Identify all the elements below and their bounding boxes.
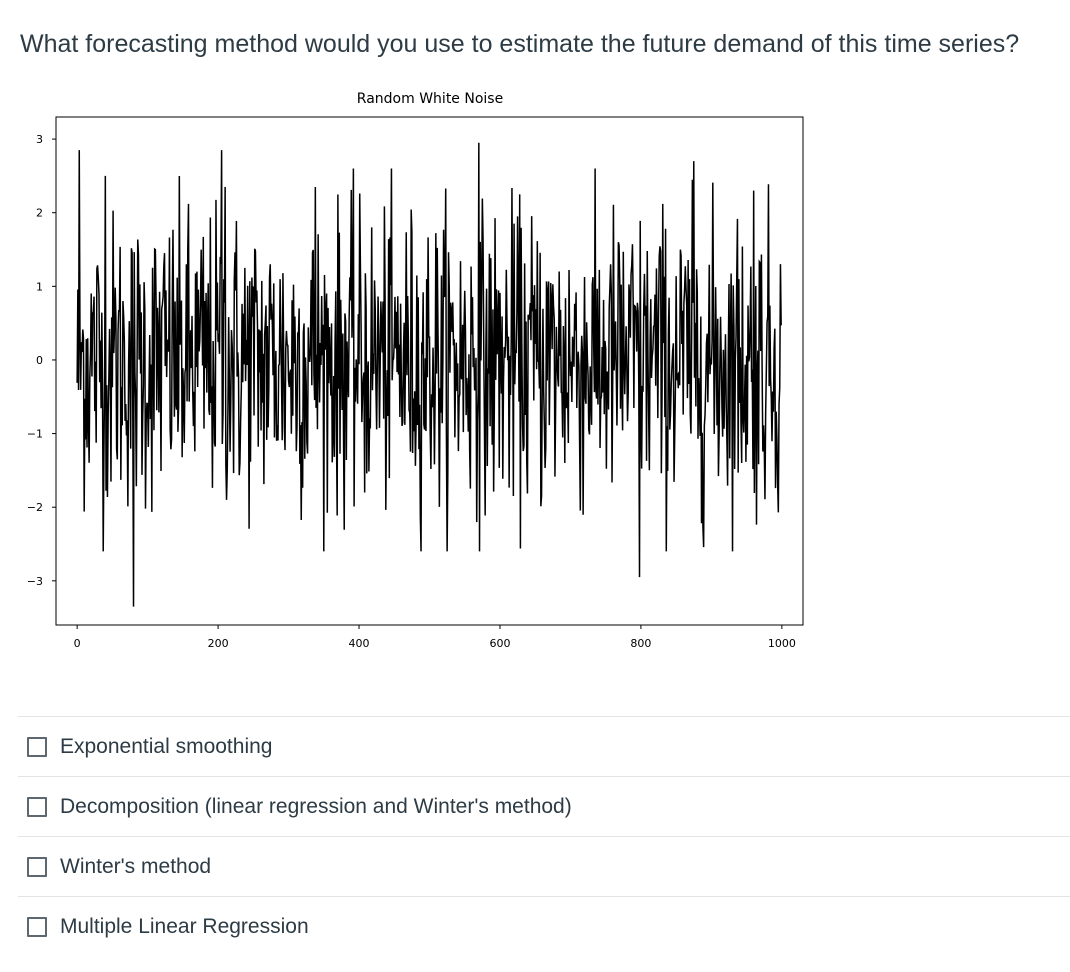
x-tick-label: 1000: [767, 637, 796, 650]
answer-label: Multiple Linear Regression: [60, 914, 309, 938]
y-tick-label: −2: [26, 501, 43, 515]
answer-label: Decomposition (linear regression and Winter's method): [60, 794, 572, 818]
checkbox-icon[interactable]: [27, 737, 47, 757]
answer-option-4[interactable]: [18, 897, 1070, 956]
answer-option-2[interactable]: [18, 777, 1070, 837]
x-tick-label: 400: [348, 637, 370, 650]
y-tick-label: 2: [36, 206, 43, 220]
chart-title: Random White Noise: [356, 91, 504, 107]
x-tick-label: 0: [73, 637, 81, 650]
y-tick-label: 1: [36, 280, 43, 294]
chart-figure: [0, 80, 820, 680]
question-text: What forecasting method would you use to estimate the future demand of this time series?: [20, 30, 1020, 58]
y-tick-label: −3: [26, 574, 43, 588]
checkbox-icon[interactable]: [27, 797, 47, 817]
checkbox-icon[interactable]: [27, 857, 47, 877]
y-axis-ticks: [27, 133, 56, 588]
answer-option-1[interactable]: [18, 717, 1070, 777]
y-tick-label: 0: [36, 353, 43, 367]
answer-label: Exponential smoothing: [60, 734, 273, 758]
x-tick-label: 800: [630, 637, 652, 650]
answer-label: Winter's method: [60, 854, 212, 878]
y-tick-label: 3: [36, 133, 43, 147]
y-tick-label: −1: [26, 427, 43, 441]
x-axis-ticks: [74, 625, 796, 650]
x-tick-label: 200: [207, 637, 229, 650]
x-tick-label: 600: [489, 637, 511, 650]
answer-option-3[interactable]: [18, 837, 1070, 897]
white-noise-chart: [0, 80, 820, 680]
answer-options: [18, 716, 1070, 956]
checkbox-icon[interactable]: [27, 917, 47, 937]
